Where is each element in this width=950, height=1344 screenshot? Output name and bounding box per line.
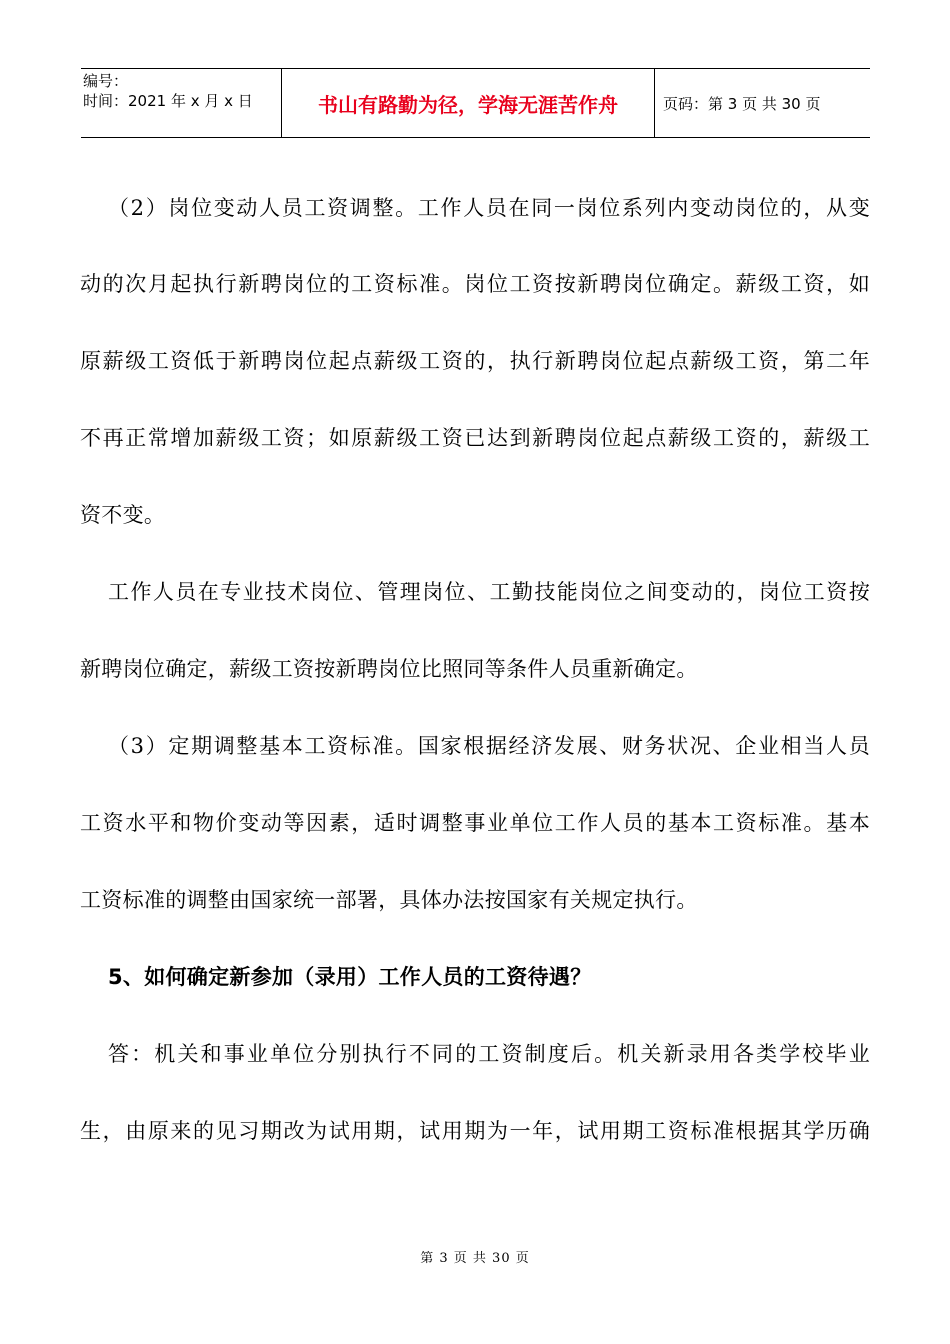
header-page-info: 页码：第 3 页 共 30 页: [663, 94, 821, 113]
header-date: 时间：2021 年 x 月 x 日: [83, 92, 253, 110]
header-motto: 书山有路勤为径，学海无涯苦作舟: [282, 69, 655, 137]
paragraph-line: 资不变。: [80, 503, 166, 527]
header-number-label: 编号：: [83, 72, 129, 90]
paragraph-line: 答：机关和事业单位分别执行不同的工资制度后。机关新录用各类学校毕业: [108, 1042, 870, 1066]
paragraph-line: 不再正常增加薪级工资；如原薪级工资已达到新聘岗位起点薪级工资的，薪级工: [80, 426, 870, 450]
section-heading: 5、如何确定新参加（录用）工作人员的工资待遇？: [108, 965, 592, 989]
paragraph-line: 新聘岗位确定，薪级工资按新聘岗位比照同等条件人员重新确定。: [80, 657, 698, 681]
header-meta: [81, 69, 282, 137]
document-body: [80, 170, 870, 1170]
paragraph-line: 工资标准的调整由国家统一部署，具体办法按国家有关规定执行。: [80, 888, 698, 912]
paragraph-line: （3）定期调整基本工资标准。国家根据经济发展、财务状况、企业相当人员: [108, 734, 870, 758]
page-header: [81, 68, 870, 138]
page-footer: 第 3 页 共 30 页: [420, 1251, 530, 1266]
paragraph-line: 原薪级工资低于新聘岗位起点薪级工资的，执行新聘岗位起点薪级工资，第二年: [80, 349, 870, 373]
paragraph-line: 动的次月起执行新聘岗位的工资标准。岗位工资按新聘岗位确定。薪级工资，如: [80, 272, 870, 296]
paragraph-line: （2）岗位变动人员工资调整。工作人员在同一岗位系列内变动岗位的，从变: [108, 196, 870, 220]
paragraph-line: 生，由原来的见习期改为试用期，试用期为一年，试用期工资标准根据其学历确: [80, 1119, 870, 1143]
paragraph-line: 工作人员在专业技术岗位、管理岗位、工勤技能岗位之间变动的，岗位工资按: [108, 580, 870, 604]
paragraph-line: 工资水平和物价变动等因素，适时调整事业单位工作人员的基本工资标准。基本: [80, 811, 870, 835]
